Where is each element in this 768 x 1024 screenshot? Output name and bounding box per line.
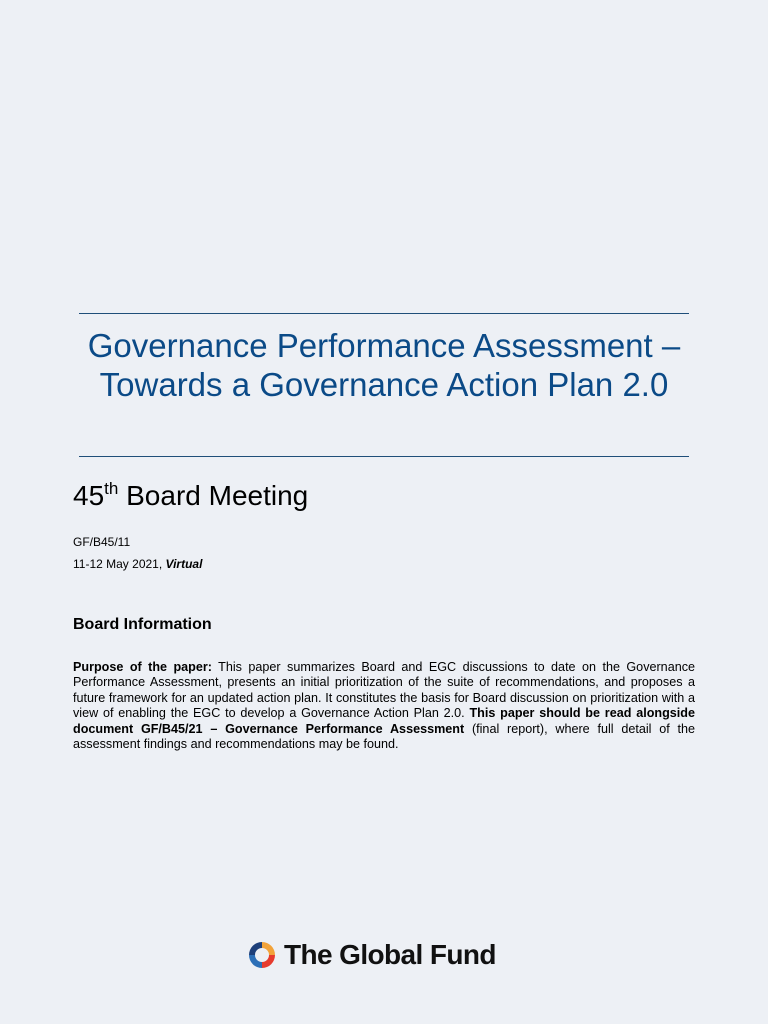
purpose-tail: (final report), where full detail of the assessment findings and recommendations may be found. [73, 721, 695, 752]
title-top-rule [79, 313, 689, 314]
meeting-date [73, 556, 202, 572]
global-fund-logo [245, 938, 496, 972]
meeting-number: 45 [73, 480, 105, 511]
purpose-label: Purpose of the paper: [73, 660, 212, 674]
meeting-location: Virtual [165, 557, 203, 571]
meeting-heading [73, 478, 308, 518]
purpose-paragraph [73, 660, 695, 752]
logo-wordmark: The Global Fund [284, 939, 496, 970]
document-reference: GF/B45/11 [73, 535, 131, 549]
section-heading: Board Information [73, 616, 212, 633]
date-text: 11-12 May 2021, [73, 557, 166, 571]
meeting-label: Board Meeting [126, 480, 309, 511]
purpose-text: This paper summarizes Board and EGC discussions to date on the Governance Performance Assessment, presents an initial prioritization of the suite of recommendations, and proposes a future framework for an updated action plan. It constitutes the basis for Board discussion on prioritization with a view of enabling the EGC to develop a Governance Action Plan 2.0. [73, 660, 695, 721]
global-fund-logo-icon [245, 938, 279, 972]
meeting-ordinal-suffix: th [104, 479, 119, 498]
purpose-emphasis: This paper should be read alongside document GF/B45/21 – Governance Performance Assessment [73, 706, 695, 736]
title-bottom-rule [79, 456, 689, 457]
document-title: Governance Performance Assessment – Towards a Governance Action Plan 2.0 [87, 327, 681, 403]
